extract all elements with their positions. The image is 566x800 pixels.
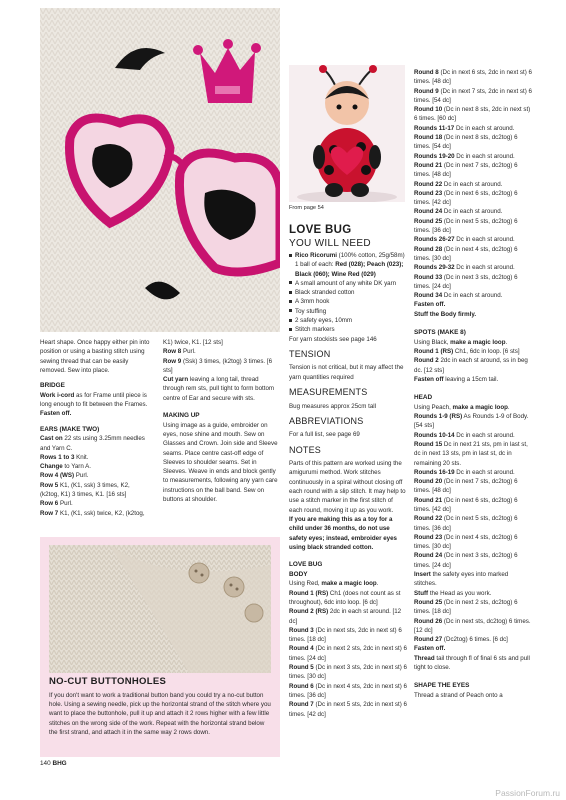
page-footer — [40, 760, 67, 767]
photo-caption: From page 54 — [289, 205, 324, 211]
material-item: A 3mm hook — [289, 297, 407, 306]
ladybug-illustration — [289, 65, 405, 202]
ladybug-toy-photo — [289, 65, 405, 202]
bridge-heading: BRIDGE — [40, 382, 65, 390]
intro-paragraph: Heart shape. Once happy either pin into position or using a basting stitch using sewing thread that can be easily removed. Sew into place. — [40, 339, 150, 374]
page-number: 140 — [40, 760, 51, 767]
left-column — [40, 338, 150, 518]
knitted-sweater-photo — [40, 8, 280, 332]
abbreviations-heading: ABBREVIATIONS — [289, 415, 364, 426]
materials-list — [289, 251, 407, 335]
tension-heading: TENSION — [289, 348, 331, 359]
abbreviations-text: For a full list, see page 69 — [289, 431, 360, 439]
notes-heading: NOTES — [289, 444, 322, 455]
ears-continued: K1) twice, K1. [12 sts] Row 8 Purl. Row 9 (Ssk) 3 times, (k2tog) 3 times. [6 sts] Cut yarn leaving a long tail, thread through rem sts, pull tight to form bottom centre of Ear and secure with sts. — [163, 339, 275, 402]
material-item: Toy stuffing — [289, 307, 407, 316]
body-rounds-continued: Round 8 (Dc in next 6 sts, 2dc in next st) 6 times. [48 dc] Round 9 (Dc in next 7 sts, 2dc in next st) 6 times. [54 dc] Round 10 (Dc in next 8 sts, 2dc in next st) 6 times. [60 dc] Rounds 11-17 Dc in each st around. Round 18 (Dc in next 8 sts, dc2tog) 6 times. [54 dc] Rounds 19-20 Dc in each st around. Round 21 (Dc in next 7 sts, dc2tog) 6 times. [48 dc] Round 22 Dc in each st around. Round 23 (Dc in next 6 sts, dc2tog) 6 times. [42 dc] Round 24 Dc in each st around. Round 25 (Dc in next 5 sts, dc2tog) 6 times. [36 dc] Rounds 26-27 Dc in each st around. Round 28 (Dc in next 4 sts, dc2tog) 6 times. [30 dc] Rounds 29-32 Dc in each st around. Round 33 (Dc in next 3 sts, dc2tog) 6 times. [24 dc] Round 34 Dc in each st around. Fasten off. Stuff the Body firmly. — [414, 69, 532, 318]
ears-instructions: Cast on 22 sts using 3.25mm needles and Yarn C. Rows 1 to 3 Knit. Change to Yarn A. Row 4 (WS) Purl. Row 5 K1, (K1, ssk) 3 times, K2, (k2tog, K1) 3 times, K1. [16 sts] Row 6 Purl. Row 7 K1, (K1, ssk) twice, K2, (k2tog, — [40, 435, 145, 517]
tension-text: Tension is not critical, but it may affect the yarn quantities required — [289, 364, 404, 381]
lovebug-title: LOVE BUG — [289, 224, 352, 236]
magazine-name: BHG — [52, 760, 67, 767]
middle-column — [163, 338, 278, 510]
notes-text: Parts of this pattern are worked using the amigurumi method. Work stitches continuously in a spiral without closing off each round with a slip stitch. It may help to use a stitch marker in the first stitch of each round, moving it up as you work. — [289, 460, 406, 514]
spots-heading: SPOTS (MAKE 8) — [414, 329, 466, 337]
measurements-text: Bug measures approx 25cm tall — [289, 402, 377, 410]
you-will-need-heading: YOU WILL NEED — [289, 238, 371, 249]
measurements-heading: MEASUREMENTS — [289, 387, 368, 398]
buttons-photo — [49, 545, 271, 673]
bridge-paragraph: Work i-cord as for Frame until piece is long enough to fit between the Frames. Fasten off. — [40, 391, 148, 418]
body-heading-1: LOVE BUG — [289, 561, 323, 569]
ears-heading: EARS (MAKE TWO) — [40, 425, 100, 433]
notes-warning: If you are making this as a toy for a child under 36 months, do not use safety eyes; instead, embroider eyes using black stranded cotton. — [289, 515, 397, 551]
shape-eyes-heading: SHAPE THE EYES — [414, 682, 470, 690]
body-instructions: Using Red, make a magic loop. Round 1 (RS) Ch1 (does not count as st throughout), 6dc into loop. [6 dc] Round 2 (RS) 2dc in each st around. [12 dc] Round 3 (Dc in next sts, 2dc in next st) 6 times. [18 dc] Round 4 (Dc in next 2 sts, 2dc in next st) 6 times. [24 dc] Round 5 (Dc in next 3 sts, 2dc in next st) 6 times. [30 dc] Round 6 (Dc in next 4 sts, 2dc in next st) 6 times. [36 dc] Round 7 (Dc in next 5 sts, 2dc in next st) 6 times. [42 dc] — [289, 580, 407, 718]
making-up-paragraph: Using image as a guide, embroider on eyes, nose shine and mouth. Sew on Glasses and Crown. Join side and Sleeve seams. Place centre cast-off edge of Sleeves to shoulder seams. Set in Sleeves. Weave in ends and block gently to measurements, following any yarn care instructions on the ball band. Sew on buttons at shoulder. — [163, 421, 278, 504]
watermark: PassionForum.ru — [495, 788, 560, 798]
shape-eyes-text: Thread a strand of Peach onto a — [414, 691, 503, 699]
material-item: Black stranded cotton — [289, 288, 407, 297]
making-up-heading: MAKING UP — [163, 412, 200, 420]
head-instructions: Using Peach, make a magic loop. Rounds 1-9 (RS) As Rounds 1-9 of Body. [54 sts] Rounds 10-14 Dc in each st around. Round 15 Dc in next 21 sts, pm in last st, dc in next 13 sts, pm in last st, dc in remaining 20 sts. Rounds 16-19 Dc in each st around. Round 20 (Dc in next 7 sts, dc2tog) 6 times. [48 dc] Round 21 (Dc in next 6 sts, dc2tog) 6 times. [42 dc] Round 22 (Dc in next 5 sts, dc2tog) 6 times. [36 dc] Round 23 (Dc in next 4 sts, dc2tog) 6 times. [30 dc] Round 24 (Dc in next 3 sts, dc2tog) 6 times. [24 dc] Insert the safety eyes into marked stitches. Stuff the Head as you work. Round 25 (Dc in next 2 sts, dc2tog) 6 times. [18 dc] Round 26 (Dc in next sts, dc2tog) 6 times. [12 dc] Round 27 (Dc2tog) 6 times. [6 dc] Fasten off. Thread tail through fl of final 6 sts and pull tight to close. — [414, 403, 531, 672]
buttonholes-box — [40, 537, 280, 757]
material-item: 2 safety eyes, 10mm — [289, 316, 407, 325]
buttonholes-title: NO-CUT BUTTONHOLES — [49, 676, 167, 687]
buttonholes-text: If you don't want to work a traditional button band you could try a no-cut button hole. Using a sewing needle, pick up the horizontal strand of the stitch where you want to place the buttonhole, pull it up and attach it 2 rows higher with a few little stitches on the wrong side of the work. Repeat with the horizontal strand below the first strand, and attach it in the same way 2 rows down. — [49, 692, 271, 736]
spots-instructions: Using Black, make a magic loop. Round 1 (RS) Ch1, 6dc in loop. [6 sts] Round 2 2dc in each st around, ss in beg dc. [12 sts] Fasten off leaving a 15cm tail. — [414, 338, 528, 383]
right-column — [414, 68, 532, 700]
material-item: Stitch markers — [289, 325, 407, 334]
lovebug-column — [289, 251, 407, 719]
sweater-illustration — [40, 8, 280, 332]
body-heading-2: BODY — [289, 570, 308, 578]
buttons-illustration — [49, 545, 271, 673]
head-heading: HEAD — [414, 394, 433, 402]
stockists-note: For yarn stockists see page 146 — [289, 335, 377, 343]
material-item: Rico Ricorumi (100% cotton, 25g/58m) 1 ball of each: Red (028); Peach (023); Black (060); Wine Red (029) — [289, 251, 407, 279]
material-item: A small amount of any white DK yarn — [289, 279, 407, 288]
